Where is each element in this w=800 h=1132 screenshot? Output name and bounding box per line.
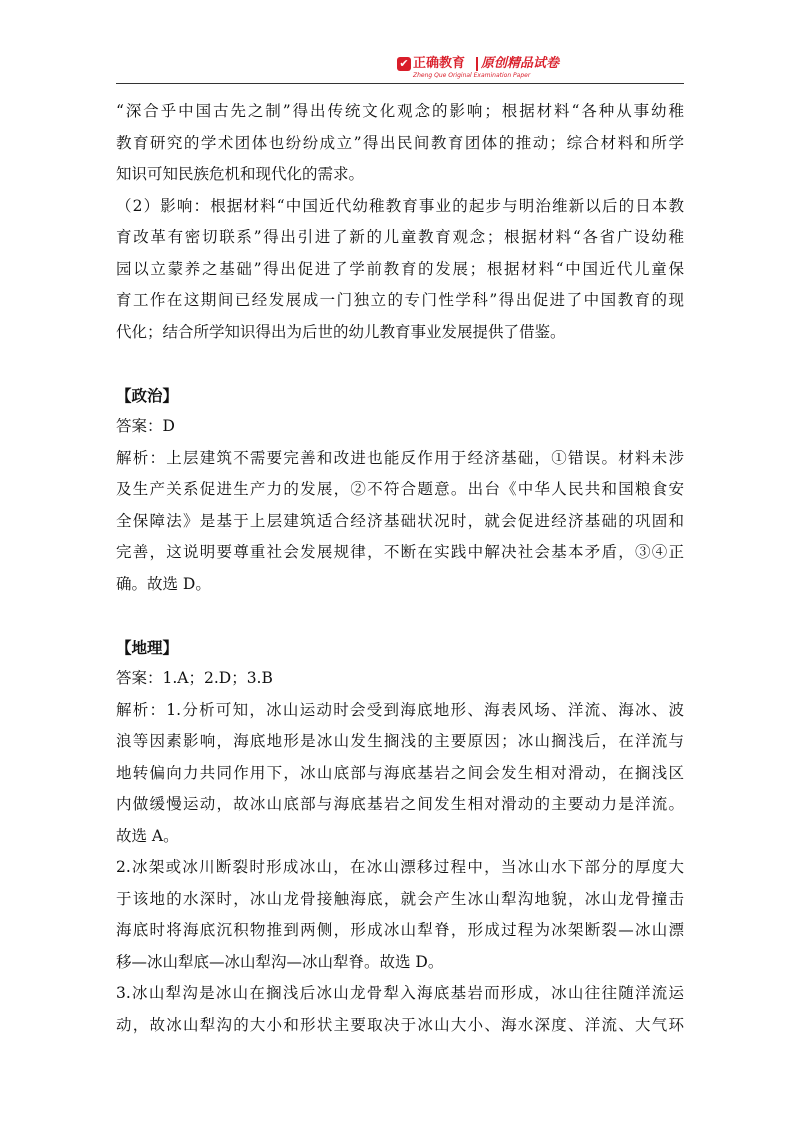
section-gap bbox=[116, 348, 684, 380]
logo-brand: 正确教育 bbox=[413, 56, 466, 71]
paragraph-line: 3.冰山犁沟是冰山在搁浅后冰山龙骨犁入海底基岩而形成，冰山往往随洋流运 bbox=[116, 984, 684, 1002]
paragraph-line: 解析：1.分析可知，冰山运动时会受到海底地形、海表风场、洋流、海冰、波 bbox=[116, 700, 684, 719]
paragraph-line: 园以立蒙养之基础”得出促进了学前教育的发展；根据材料“中国近代儿童保 bbox=[116, 259, 684, 278]
section-heading: 【地理】 bbox=[116, 637, 179, 657]
paragraph-line: 全保障法》是基于上层建筑适合经济基础状况时，就会促进经济基础的巩固和 bbox=[116, 511, 684, 530]
paragraph-line: 育工作在这期间已经发展成一门独立的专门性学科”得出促进了中国教育的现 bbox=[116, 291, 684, 309]
history-section bbox=[116, 96, 684, 348]
paragraph-line: 移—冰山犁底—冰山犁沟—冰山犁脊。故选 D。 bbox=[116, 952, 444, 971]
geography-section bbox=[116, 632, 684, 1042]
paragraph-line: 海底时将海底沉积物推到两侧，形成冰山犁脊，形成过程为冰架断裂—冰山漂 bbox=[116, 921, 684, 939]
paragraph-line: 育改革有密切联系”得出引进了新的儿童教育观念；根据材料“各省广设幼稚 bbox=[116, 228, 684, 246]
section-heading: 【政治】 bbox=[116, 385, 179, 405]
header-rule bbox=[116, 83, 684, 84]
answer-line: 答案：D bbox=[116, 417, 175, 435]
paragraph-line: 地转偏向力共同作用下，冰山底部与海底基岩之间会发生相对滑动，在搁浅区 bbox=[116, 763, 684, 782]
paragraph-line: 内做缓慢运动，故冰山底部与海底基岩之间发生相对滑动的主要动力是洋流。 bbox=[116, 795, 684, 813]
paragraph-line: （2）影响：根据材料“中国近代幼稚教育事业的起步与明治维新以后的日本教 bbox=[116, 196, 684, 215]
paragraph-line: 解析：上层建筑不需要完善和改进也能反作用于经济基础，①错误。材料未涉 bbox=[116, 448, 684, 467]
document-body bbox=[116, 96, 684, 1041]
paragraph-line: 2.冰架或冰川断裂时形成冰山，在冰山漂移过程中，当冰山水下部分的厚度大 bbox=[116, 858, 684, 876]
paragraph-line: 教育研究的学术团体也纷纷成立”得出民间教育团体的推动；综合材料和所学 bbox=[116, 133, 684, 152]
politics-section bbox=[116, 380, 684, 601]
paragraph-line: 故选 A。 bbox=[116, 826, 179, 845]
paragraph-line: 及生产关系促进生产力的发展，②不符合题意。出台《中华人民共和国粮食安 bbox=[116, 480, 684, 498]
section-gap bbox=[116, 600, 684, 632]
paragraph-line: 于该地的水深时，冰山龙骨接触海底，就会产生冰山犁沟地貌，冰山龙骨撞击 bbox=[116, 889, 684, 908]
answer-line: 答案：1.A；2.D；3.B bbox=[116, 669, 273, 687]
paragraph-line: 代化；结合所学知识得出为后世的幼儿教育事业发展提供了借鉴。 bbox=[116, 322, 566, 341]
logo-divider bbox=[476, 57, 478, 71]
paragraph-line: 确。故选 D。 bbox=[116, 574, 211, 593]
paragraph-line: 完善，这说明要尊重社会发展规律，不断在实践中解决社会基本矛盾，③④正 bbox=[116, 543, 684, 561]
logo-slogan: 原创精品试卷 bbox=[481, 56, 560, 71]
paragraph-line: 动，故冰山犁沟的大小和形状主要取决于冰山大小、海水深度、洋流、大气环 bbox=[116, 1015, 684, 1034]
logo-subtitle: Zheng Que Original Examination Paper bbox=[413, 72, 531, 79]
paragraph-line: “深合乎中国古先之制”得出传统文化观念的影响；根据材料“各种从事幼稚 bbox=[116, 102, 684, 120]
publisher-logo bbox=[397, 55, 563, 81]
paragraph-line: 浪等因素影响，海底地形是冰山发生搁浅的主要原因；冰山搁浅后，在洋流与 bbox=[116, 732, 684, 750]
checkmark-icon: ✔ bbox=[397, 57, 411, 71]
paragraph-line: 知识可知民族危机和现代化的需求。 bbox=[116, 165, 365, 183]
